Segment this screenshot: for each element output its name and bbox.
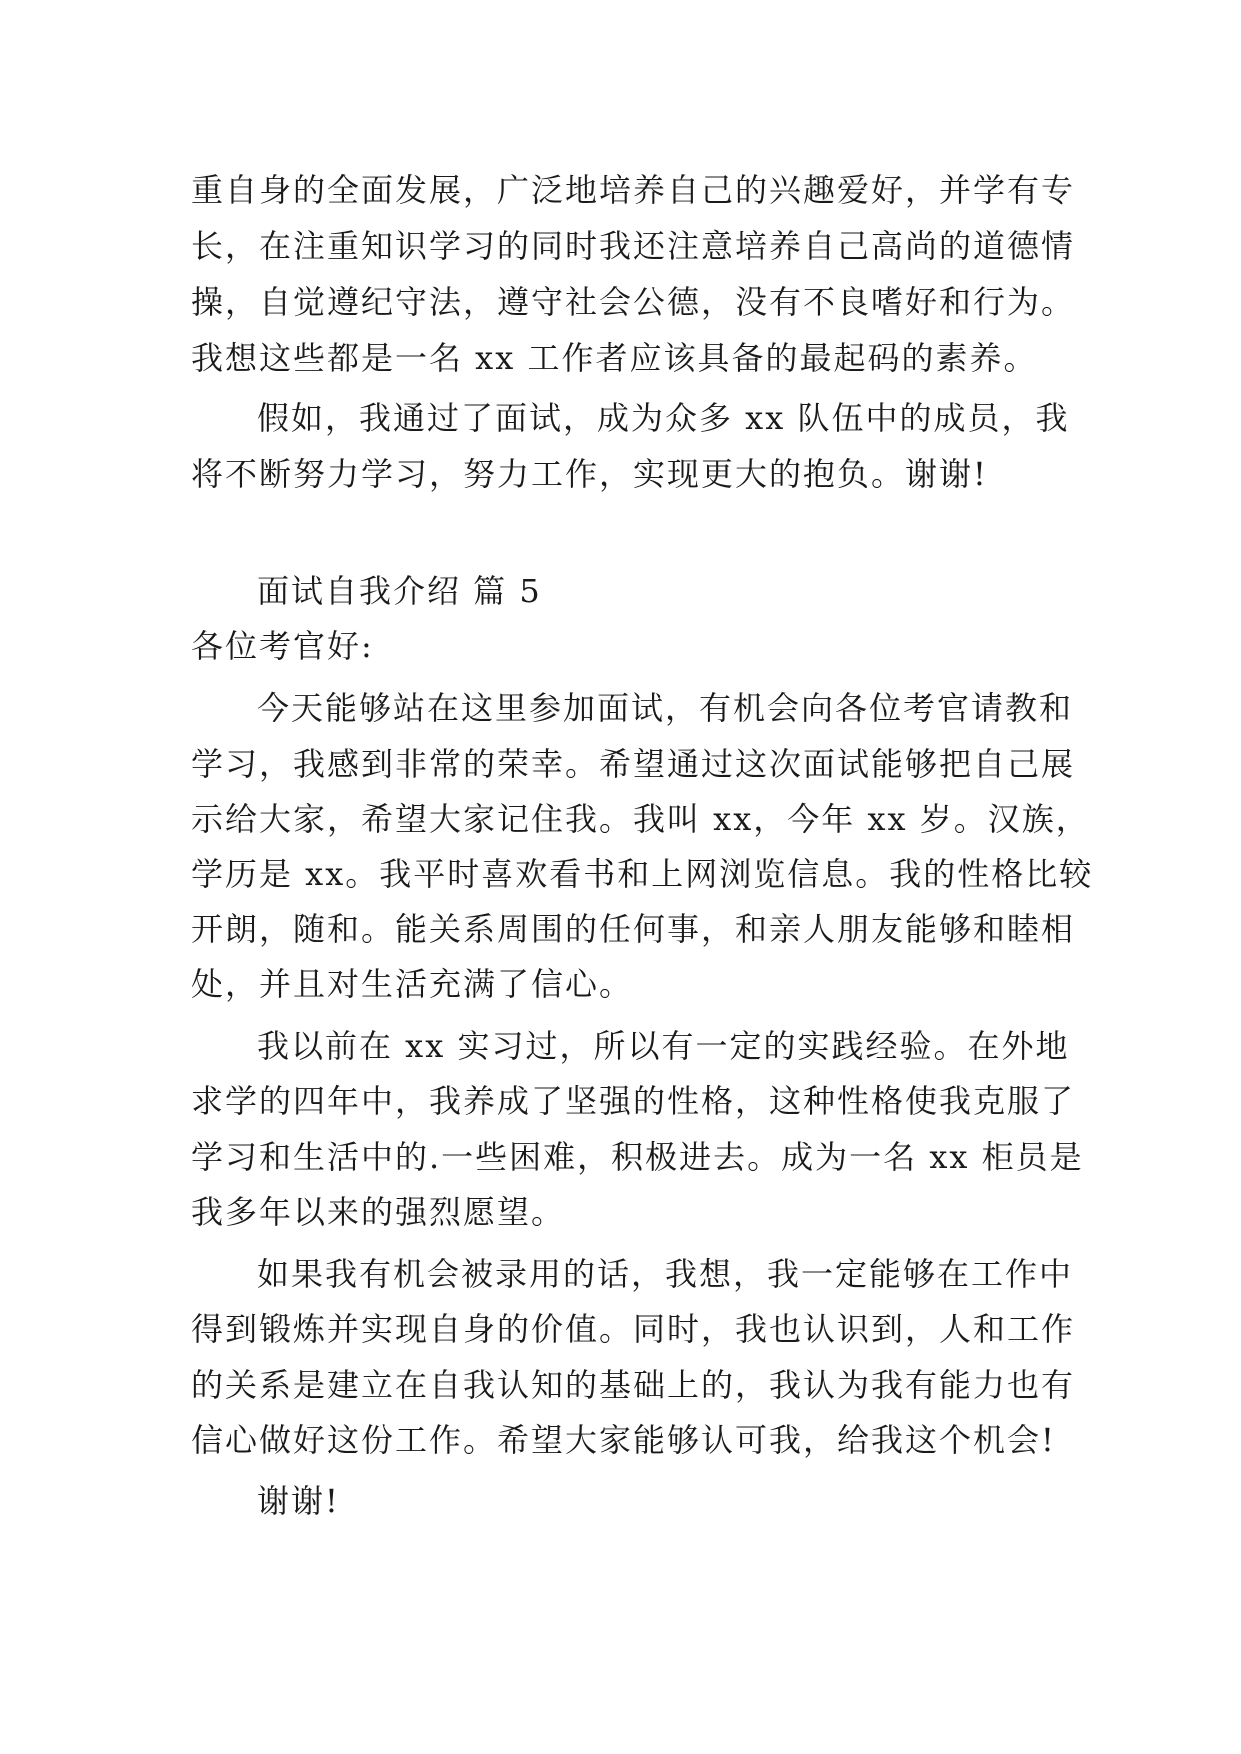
- section-heading: 面试自我介绍 篇 5: [257, 572, 542, 610]
- paragraph-line: 我多年以来的强烈愿望。: [191, 1193, 566, 1231]
- paragraph-line: 信心做好这份工作。希望大家能够认可我，给我这个机会!: [191, 1421, 1056, 1459]
- paragraph-line: 假如，我通过了面试，成为众多 xx 队伍中的成员，我: [257, 399, 1070, 437]
- paragraph-line: 我想这些都是一名 xx 工作者应该具备的最起码的素养。: [191, 339, 1038, 377]
- paragraph-line: 求学的四年中，我养成了坚强的性格，这种性格使我克服了: [191, 1082, 1076, 1120]
- paragraph-line: 操，自觉遵纪守法，遵守社会公德，没有不良嗜好和行为。: [191, 283, 1076, 321]
- paragraph-line: 学习，我感到非常的荣幸。希望通过这次面试能够把自己展: [191, 745, 1076, 783]
- paragraph-line: 得到锻炼并实现自身的价值。同时，我也认识到，人和工作: [191, 1310, 1076, 1348]
- paragraph-line: 如果我有机会被录用的话，我想，我一定能够在工作中: [257, 1255, 1074, 1293]
- paragraph-line: 长，在注重知识学习的同时我还注意培养自己高尚的道德情: [191, 227, 1076, 265]
- paragraph-line: 学历是 xx。我平时喜欢看书和上网浏览信息。我的性格比较: [191, 855, 1094, 893]
- closing-thanks: 谢谢!: [257, 1482, 340, 1520]
- paragraph-line: 示给大家，希望大家记住我。我叫 xx，今年 xx 岁。汉族，: [191, 800, 1090, 838]
- paragraph-line: 学习和生活中的.一些困难，积极进去。成为一名 xx 柜员是: [191, 1138, 1084, 1176]
- greeting: 各位考官好:: [191, 627, 374, 665]
- paragraph-line: 我以前在 xx 实习过，所以有一定的实践经验。在外地: [257, 1027, 1070, 1065]
- paragraph-line: 今天能够站在这里参加面试，有机会向各位考官请教和: [257, 689, 1074, 727]
- paragraph-line: 将不断努力学习，努力工作，实现更大的抱负。谢谢!: [191, 455, 988, 493]
- paragraph-line: 重自身的全面发展，广泛地培养自己的兴趣爱好，并学有专: [191, 171, 1076, 209]
- paragraph-line: 的关系是建立在自我认知的基础上的，我认为我有能力也有: [191, 1366, 1076, 1404]
- paragraph-line: 开朗，随和。能关系周围的任何事，和亲人朋友能够和睦相: [191, 910, 1076, 948]
- paragraph-line: 处，并且对生活充满了信心。: [191, 965, 634, 1003]
